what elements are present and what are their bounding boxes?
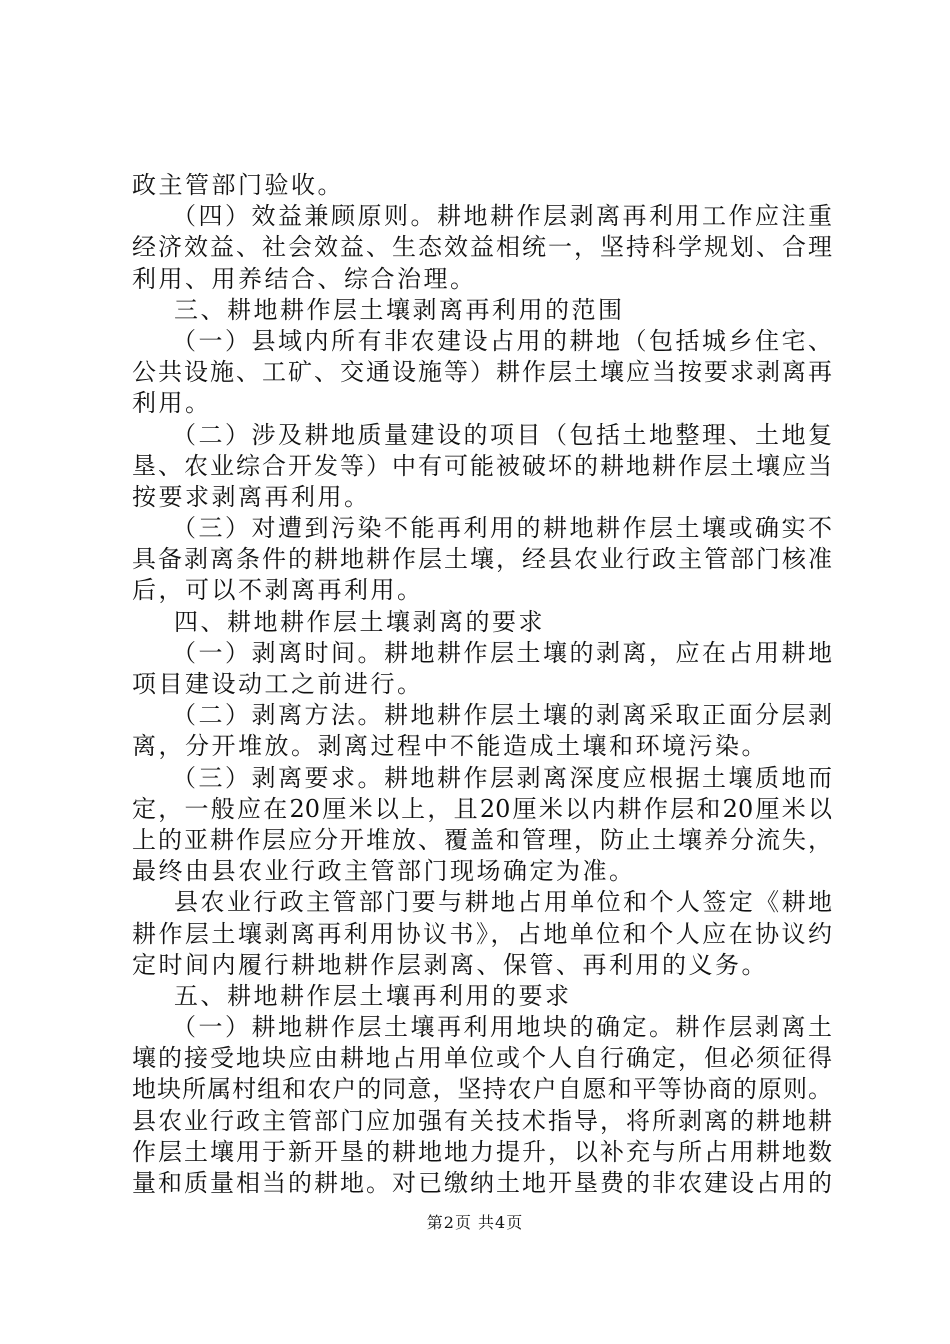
text-line: 利用。 — [132, 389, 212, 418]
text-line: 作层土壤用于新开垦的耕地地力提升，以补充与所占用耕地数 — [132, 1137, 832, 1166]
text-line: 按要求剥离再利用。 — [132, 482, 371, 511]
text-line: 利用、用养结合、综合治理。 — [132, 264, 477, 293]
text-line: 具备剥离条件的耕地耕作层土壤，经县农业行政主管部门核准 — [132, 545, 832, 574]
text-line: 定，一般应在20厘米以上，且20厘米以内耕作层和20厘米以 — [132, 794, 832, 823]
text-line: 公共设施、工矿、交通设施等）耕作层土壤应当按要求剥离再 — [132, 358, 832, 387]
text-line: （一）耕地耕作层土壤再利用地块的确定。耕作层剥离土 — [172, 1013, 832, 1042]
text-line: 县农业行政主管部门应加强有关技术指导，将所剥离的耕地耕 — [132, 1106, 832, 1135]
text-line: 最终由县农业行政主管部门现场确定为准。 — [132, 857, 636, 886]
text-line: （三）剥离要求。耕地耕作层剥离深度应根据土壤质地而 — [172, 763, 832, 792]
text-line: （一）县域内所有非农建设占用的耕地（包括城乡住宅、 — [172, 326, 832, 355]
text-line: 五、耕地耕作层土壤再利用的要求 — [174, 981, 572, 1010]
text-line: 定时间内履行耕地耕作层剥离、保管、再利用的义务。 — [132, 950, 768, 979]
document-body — [132, 170, 832, 1199]
text-line: 后，可以不剥离再利用。 — [132, 576, 424, 605]
text-line: 三、耕地耕作层土壤剥离再利用的范围 — [174, 295, 625, 324]
text-line: 垦、农业综合开发等）中有可能被破坏的耕地耕作层土壤应当 — [132, 451, 832, 480]
text-line: （二）涉及耕地质量建设的项目（包括土地整理、土地复 — [172, 420, 832, 449]
text-line: 项目建设动工之前进行。 — [132, 670, 424, 698]
text-line: 壤的接受地块应由耕地占用单位或个人自行确定，但必须征得 — [132, 1044, 832, 1073]
page-footer: 第2页 共4页 — [426, 1213, 524, 1232]
text-line: 量和质量相当的耕地。对已缴纳土地开垦费的非农建设占用的 — [132, 1169, 832, 1197]
text-line: 县农业行政主管部门要与耕地占用单位和个人签定《耕地 — [174, 888, 832, 917]
text-line: 政主管部门验收。 — [132, 171, 344, 199]
text-line: （三）对遭到污染不能再利用的耕地耕作层土壤或确实不 — [172, 514, 832, 543]
text-line: 四、耕地耕作层土壤剥离的要求 — [174, 607, 545, 636]
text-line: 地块所属村组和农户的同意，坚持农户自愿和平等协商的原则。 — [132, 1075, 832, 1104]
text-line: 离，分开堆放。剥离过程中不能造成土壤和环境污染。 — [132, 732, 768, 761]
text-line: （四）效益兼顾原则。耕地耕作层剥离再利用工作应注重 — [172, 202, 832, 231]
text-line: 耕作层土壤剥离再利用协议书》，占地单位和个人应在协议约 — [132, 919, 832, 948]
text-line: （二）剥离方法。耕地耕作层土壤的剥离采取正面分层剥 — [172, 701, 832, 730]
text-line: 经济效益、社会效益、生态效益相统一，坚持科学规划、合理 — [132, 233, 832, 262]
text-line: （一）剥离时间。耕地耕作层土壤的剥离，应在占用耕地 — [172, 638, 832, 667]
text-line: 上的亚耕作层应分开堆放、覆盖和管理，防止土壤养分流失， — [132, 825, 832, 854]
